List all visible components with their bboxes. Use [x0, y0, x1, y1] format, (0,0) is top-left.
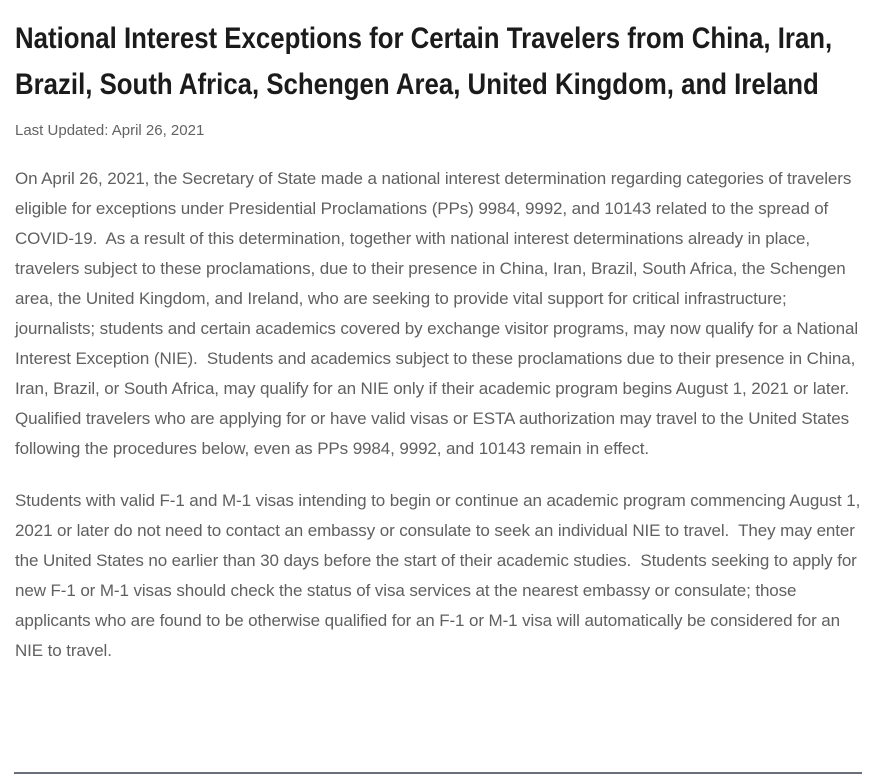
page-title: National Interest Exceptions for Certain Travelers from China, Iran, Brazil, South Africa, Schengen Area, United Kingdom, and Ireland — [15, 22, 833, 101]
paragraph-students: Students with valid F-1 and M-1 visas intending to begin or continue an academic program commencing August 1, 2021 or later do not need to contact an embassy or consulate to seek an individual NIE to travel. They may enter the United States no earlier than 30 days before the start of their academic studies. Students seeking to apply for new F-1 or M-1 visas should check the status of visa services at the nearest embassy or consulate; those applicants who are found to be otherwise qualified for an F-1 or M-1 visa will automatically be considered for an NIE to travel. — [15, 491, 865, 660]
paragraph-determination: On April 26, 2021, the Secretary of State made a national interest determination regarding categories of travelers eligible for exceptions under Presidential Proclamations (PPs) 9984, 9992, and 10143 related to the spread of COVID-19. As a result of this determination, together with national interest determinations already in place, travelers subject to these proclamations, due to their presence in China, Iran, Brazil, South Africa, the Schengen area, the United Kingdom, and Ireland, who are seeking to provide vital support for critical infrastructure; journalists; students and certain academics covered by exchange visitor programs, may now qualify for a National Interest Exception (NIE). Students and academics subject to these proclamations due to their presence in China, Iran, Brazil, or South Africa, may qualify for an NIE only if their academic program begins August 1, 2021 or later. Qualified travelers who are applying for or have valid visas or ESTA authorization may travel to the United States following the procedures below, even as PPs 9984, 9992, and 10143 remain in effect. — [15, 169, 863, 458]
last-updated-label: Last Updated: April 26, 2021 — [15, 122, 205, 139]
bottom-divider — [14, 772, 862, 774]
